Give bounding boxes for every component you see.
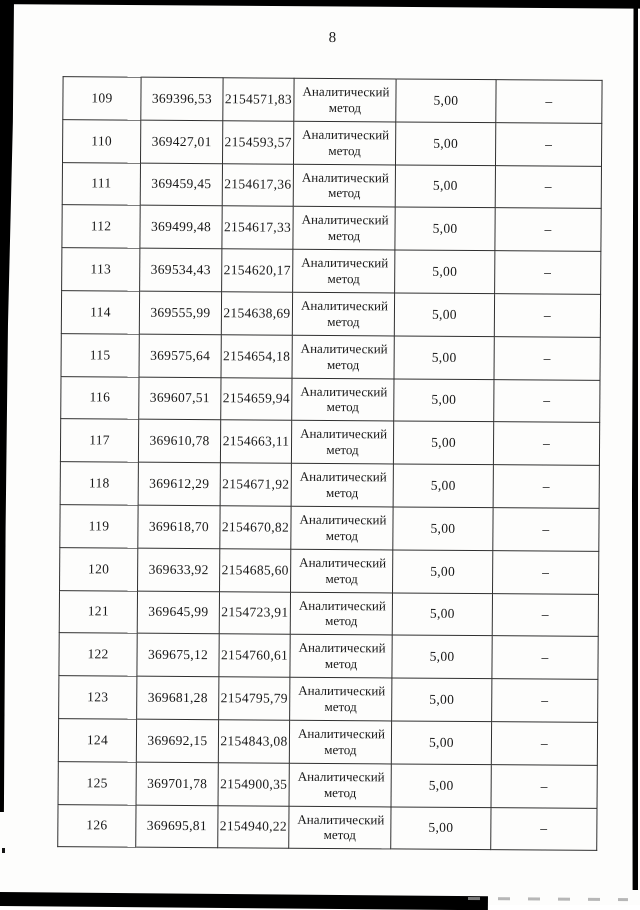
note-cell: –	[491, 764, 597, 808]
table-row	[63, 77, 602, 124]
table-row	[60, 419, 599, 466]
table-row	[58, 719, 597, 766]
accuracy-cell: 5,00	[393, 464, 493, 507]
method-cell: Аналитический метод	[293, 249, 395, 293]
accuracy-cell: 5,00	[392, 635, 492, 678]
table-row	[61, 291, 600, 338]
note-cell: –	[492, 679, 598, 723]
method-cell: Аналитический метод	[292, 378, 394, 422]
coord-x-cell: 369555,99	[139, 291, 221, 334]
accuracy-cell: 5,00	[396, 79, 496, 122]
row-number-cell: 124	[58, 719, 136, 762]
row-number-cell: 116	[61, 376, 139, 419]
scan-artifact-speck	[2, 848, 5, 853]
table-row	[60, 505, 599, 552]
method-cell: Аналитический метод	[290, 677, 392, 721]
scan-artifact-bottom-edge	[0, 892, 488, 910]
coord-y-cell: 2154843,08	[218, 720, 289, 763]
note-cell: –	[493, 422, 599, 466]
row-number-cell: 126	[58, 804, 136, 847]
method-cell: Аналитический метод	[292, 335, 394, 379]
table-row	[63, 119, 602, 166]
accuracy-cell: 5,00	[394, 293, 494, 336]
coord-x-cell: 369459,45	[140, 163, 222, 206]
coord-y-cell: 2154671,92	[220, 463, 291, 506]
method-cell: Аналитический метод	[292, 292, 394, 336]
coord-y-cell: 2154638,69	[221, 292, 292, 335]
method-cell: Аналитический метод	[291, 506, 393, 550]
method-cell: Аналитический метод	[290, 592, 392, 636]
table-row	[62, 248, 601, 295]
coord-x-cell: 369675,12	[137, 634, 219, 677]
note-cell: –	[493, 550, 599, 594]
row-number-cell: 120	[60, 547, 138, 590]
coord-y-cell: 2154670,82	[220, 506, 291, 549]
note-cell: –	[495, 122, 601, 166]
coord-y-cell: 2154617,33	[222, 206, 293, 249]
accuracy-cell: 5,00	[391, 764, 491, 807]
row-number-cell: 109	[63, 77, 141, 120]
method-cell: Аналитический метод	[290, 635, 392, 679]
coord-y-cell: 2154940,22	[218, 805, 289, 848]
coord-x-cell: 369633,92	[138, 548, 220, 591]
coord-x-cell: 369427,01	[141, 120, 223, 163]
table-row	[61, 376, 600, 423]
table-row	[60, 462, 599, 509]
method-cell: Аналитический метод	[291, 421, 393, 465]
coord-y-cell: 2154795,79	[219, 677, 290, 720]
table-row	[58, 761, 597, 808]
coord-y-cell: 2154654,18	[221, 335, 292, 378]
table-row	[59, 590, 598, 637]
row-number-cell: 111	[62, 162, 140, 205]
note-cell: –	[495, 165, 601, 209]
note-cell: –	[493, 465, 599, 509]
method-cell: Аналитический метод	[291, 549, 393, 593]
table-row	[59, 633, 598, 680]
note-cell: –	[495, 251, 601, 295]
method-cell: Аналитический метод	[293, 207, 395, 251]
method-cell: Аналитический метод	[289, 806, 391, 850]
coord-y-cell: 2154663,11	[220, 420, 291, 463]
row-number-cell: 123	[59, 676, 137, 719]
table-row	[59, 676, 598, 723]
note-cell: –	[496, 80, 602, 124]
coord-x-cell: 369499,48	[140, 206, 222, 249]
coordinates-table-body	[58, 77, 602, 851]
accuracy-cell: 5,00	[395, 250, 495, 293]
method-cell: Аналитический метод	[289, 720, 391, 764]
accuracy-cell: 5,00	[391, 721, 491, 764]
row-number-cell: 118	[60, 462, 138, 505]
coord-y-cell: 2154617,36	[222, 163, 293, 206]
accuracy-cell: 5,00	[393, 507, 493, 550]
accuracy-cell: 5,00	[393, 421, 493, 464]
row-number-cell: 117	[60, 419, 138, 462]
note-cell: –	[494, 294, 600, 338]
coordinates-table	[57, 76, 602, 851]
coord-x-cell: 369645,99	[137, 591, 219, 634]
table-row	[60, 547, 599, 594]
method-cell: Аналитический метод	[294, 78, 396, 122]
accuracy-cell: 5,00	[395, 207, 495, 250]
table-row	[58, 804, 597, 851]
method-cell: Аналитический метод	[289, 763, 391, 807]
row-number-cell: 113	[62, 248, 140, 291]
note-cell: –	[494, 336, 600, 380]
coord-x-cell: 369618,70	[138, 505, 220, 548]
coord-x-cell: 369695,81	[136, 805, 218, 848]
coord-y-cell: 2154723,91	[219, 591, 290, 634]
row-number-cell: 115	[61, 333, 139, 376]
coord-x-cell: 369607,51	[139, 377, 221, 420]
coord-x-cell: 369575,64	[139, 334, 221, 377]
coord-x-cell: 369612,29	[138, 462, 220, 505]
coord-x-cell: 369692,15	[136, 719, 218, 762]
accuracy-cell: 5,00	[393, 550, 493, 593]
coord-y-cell: 2154685,60	[220, 548, 291, 591]
accuracy-cell: 5,00	[394, 379, 494, 422]
coord-x-cell: 369396,53	[141, 77, 223, 120]
note-cell: –	[493, 508, 599, 552]
coord-x-cell: 369681,28	[137, 676, 219, 719]
page-number: 8	[328, 29, 337, 47]
accuracy-cell: 5,00	[391, 806, 491, 849]
coord-x-cell: 369610,78	[138, 420, 220, 463]
accuracy-cell: 5,00	[395, 122, 495, 165]
coord-y-cell: 2154760,61	[219, 634, 290, 677]
coord-y-cell: 2154659,94	[221, 377, 292, 420]
accuracy-cell: 5,00	[392, 593, 492, 636]
note-cell: –	[495, 208, 601, 252]
coord-x-cell: 369701,78	[136, 762, 218, 805]
row-number-cell: 112	[62, 205, 140, 248]
accuracy-cell: 5,00	[395, 165, 495, 208]
table-row	[62, 205, 601, 252]
row-number-cell: 110	[63, 119, 141, 162]
note-cell: –	[492, 636, 598, 680]
coord-y-cell: 2154620,17	[222, 249, 293, 292]
method-cell: Аналитический метод	[291, 463, 393, 507]
coord-x-cell: 369534,43	[140, 248, 222, 291]
note-cell: –	[492, 593, 598, 637]
row-number-cell: 114	[61, 291, 139, 334]
row-number-cell: 121	[59, 590, 137, 633]
accuracy-cell: 5,00	[394, 336, 494, 379]
method-cell: Аналитический метод	[293, 121, 395, 165]
table-row	[62, 162, 601, 209]
accuracy-cell: 5,00	[392, 678, 492, 721]
coord-y-cell: 2154900,35	[218, 762, 289, 805]
method-cell: Аналитический метод	[293, 164, 395, 208]
note-cell: –	[491, 722, 597, 766]
coord-y-cell: 2154593,57	[222, 121, 293, 164]
coord-y-cell: 2154571,83	[223, 78, 294, 121]
note-cell: –	[491, 807, 597, 851]
row-number-cell: 119	[60, 505, 138, 548]
table-row	[61, 333, 600, 380]
row-number-cell: 125	[58, 761, 136, 804]
note-cell: –	[494, 379, 600, 423]
row-number-cell: 122	[59, 633, 137, 676]
